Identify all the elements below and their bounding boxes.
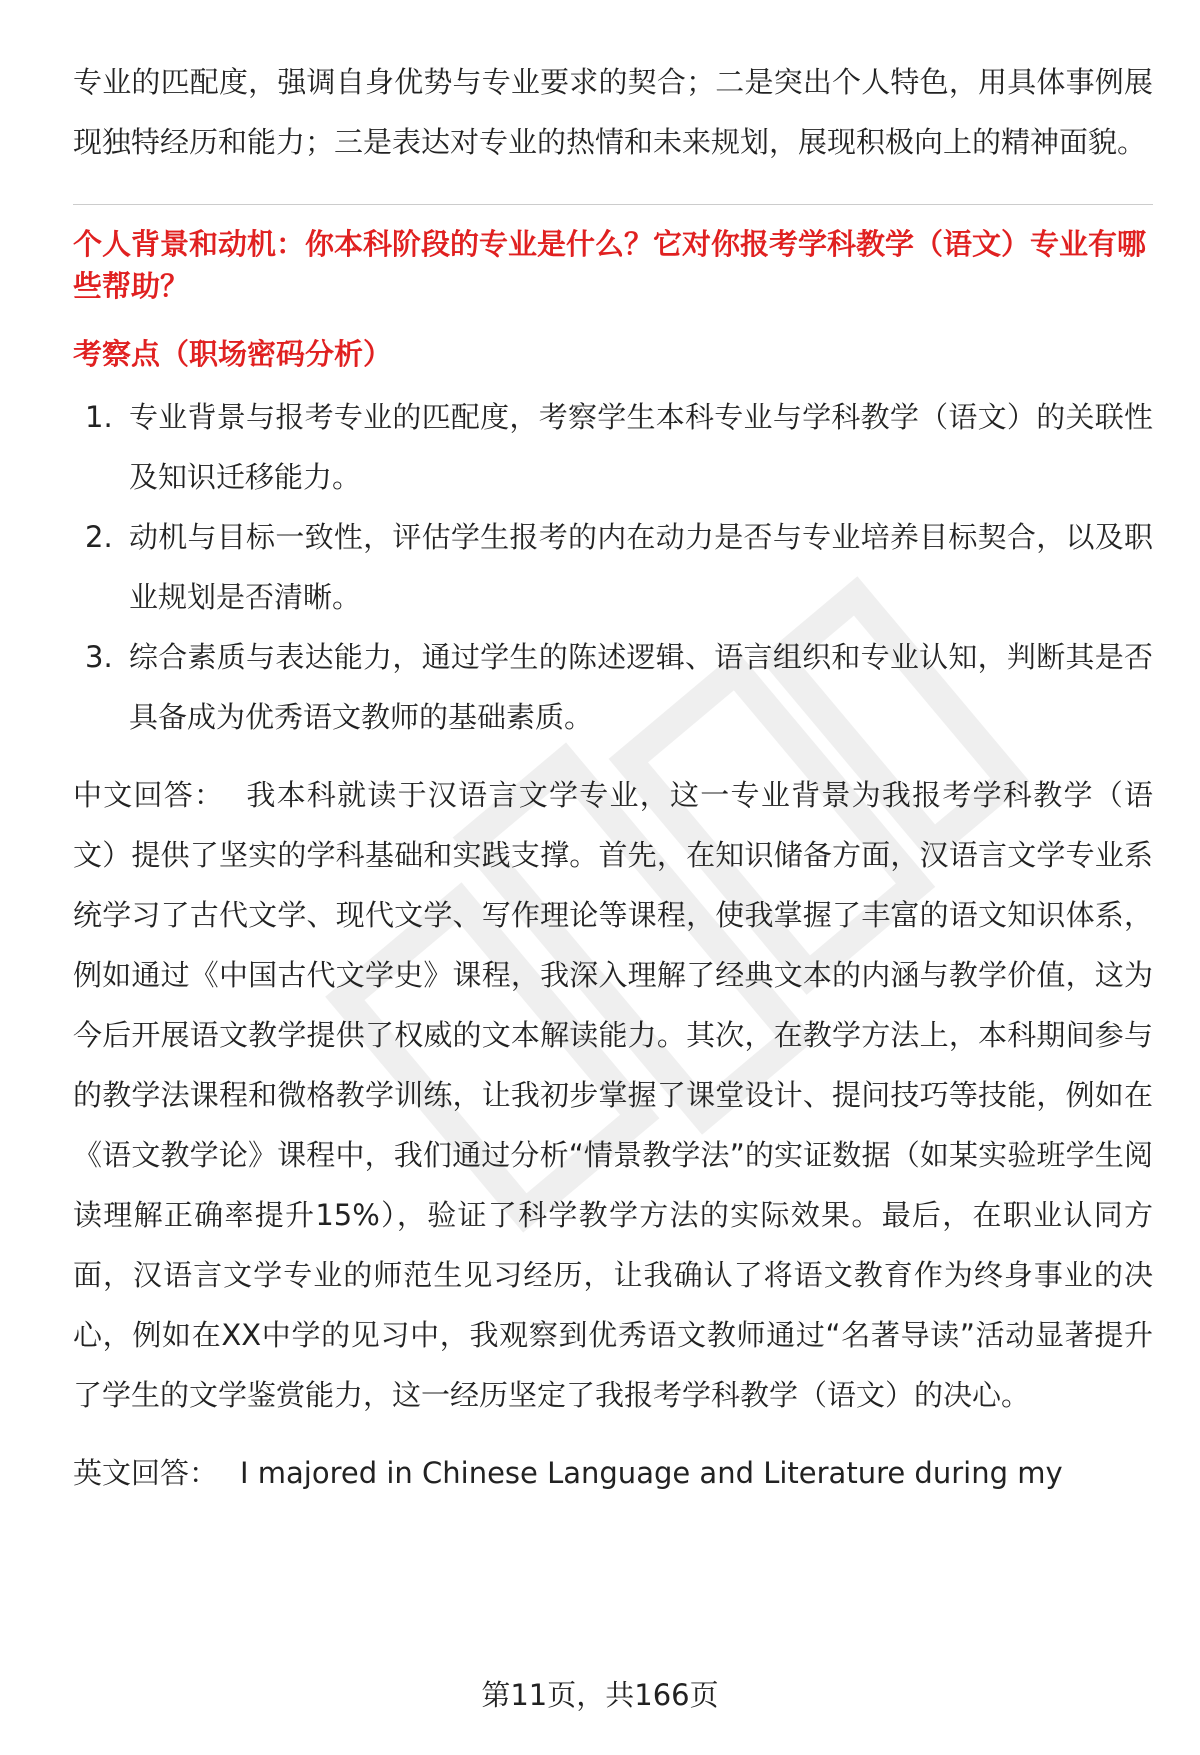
list-item-number: 1. <box>85 400 113 434</box>
chinese-answer-text: 我本科就读于汉语言文学专业，这一专业背景为我报考学科教学（语文）提供了坚实的学科基础和实践支撑。首先，在知识储备方面，汉语言文学专业系统学习了古代文学、现代文学、写作理论等课程，使我掌握了丰富的语文知识体系，例如通过《中国古代文学史》课程，我深入理解了经典文本的内涵与教学价值，这为今后开展语文教学提供了权威的文本解读能力。其次，在教学方法上，本科期间参与的教学法课程和微格教学训练，让我初步掌握了课堂设计、提问技巧等技能，例如在《语文教学论》课程中，我们通过分析“情景教学法”的实证数据（如某实验班学生阅读理解正确率提升15%），验证了科学教学方法的实际效果。最后，在职业认同方面，汉语言文学专业的师范生见习经历，让我确认了将语文教育作为终身事业的决心，例如在XX中学的见习中，我观察到优秀语文教师通过“名著导读”活动显著提升了学生的文学鉴赏能力，这一经历坚定了我报考学科教学（语文）的决心。 <box>73 778 1153 1412</box>
continued-paragraph: 专业的匹配度，强调自身优势与专业要求的契合；二是突出个人特色，用具体事例展现独特经历和能力；三是表达对专业的热情和未来规划，展现积极向上的精神面貌。 <box>73 65 1153 159</box>
list-item-text: 综合素质与表达能力，通过学生的陈述逻辑、语言组织和专业认知，判断其是否具备成为优秀语文教师的基础素质。 <box>129 640 1153 734</box>
list-item <box>73 507 1153 627</box>
list-item-number: 3. <box>85 640 113 674</box>
chinese-answer <box>73 765 1153 1425</box>
assessment-points-list <box>73 387 1153 747</box>
question-heading: 个人背景和动机：你本科阶段的专业是什么？它对你报考学科教学（语文）专业有哪些帮助？ <box>73 227 1147 303</box>
document-body <box>73 52 1153 1503</box>
list-item-text: 动机与目标一致性，评估学生报考的内在动力是否与专业培养目标契合，以及职业规划是否清晰。 <box>129 520 1153 614</box>
assessment-points-heading: 考察点（职场密码分析） <box>73 337 393 371</box>
english-answer-label: 英文回答： <box>73 1456 219 1490</box>
list-item-text: 专业背景与报考专业的匹配度，考察学生本科专业与学科教学（语文）的关联性及知识迁移能力。 <box>129 400 1153 494</box>
chinese-answer-label: 中文回答： <box>73 778 225 812</box>
section-divider <box>73 204 1153 205</box>
page-number-footer: 第11页，共166页 <box>481 1678 719 1712</box>
english-answer <box>73 1443 1153 1503</box>
list-item <box>73 627 1153 747</box>
list-item-number: 2. <box>85 520 113 554</box>
list-item <box>73 387 1153 507</box>
english-answer-text: I majored in Chinese Language and Literature during my <box>240 1456 1063 1490</box>
